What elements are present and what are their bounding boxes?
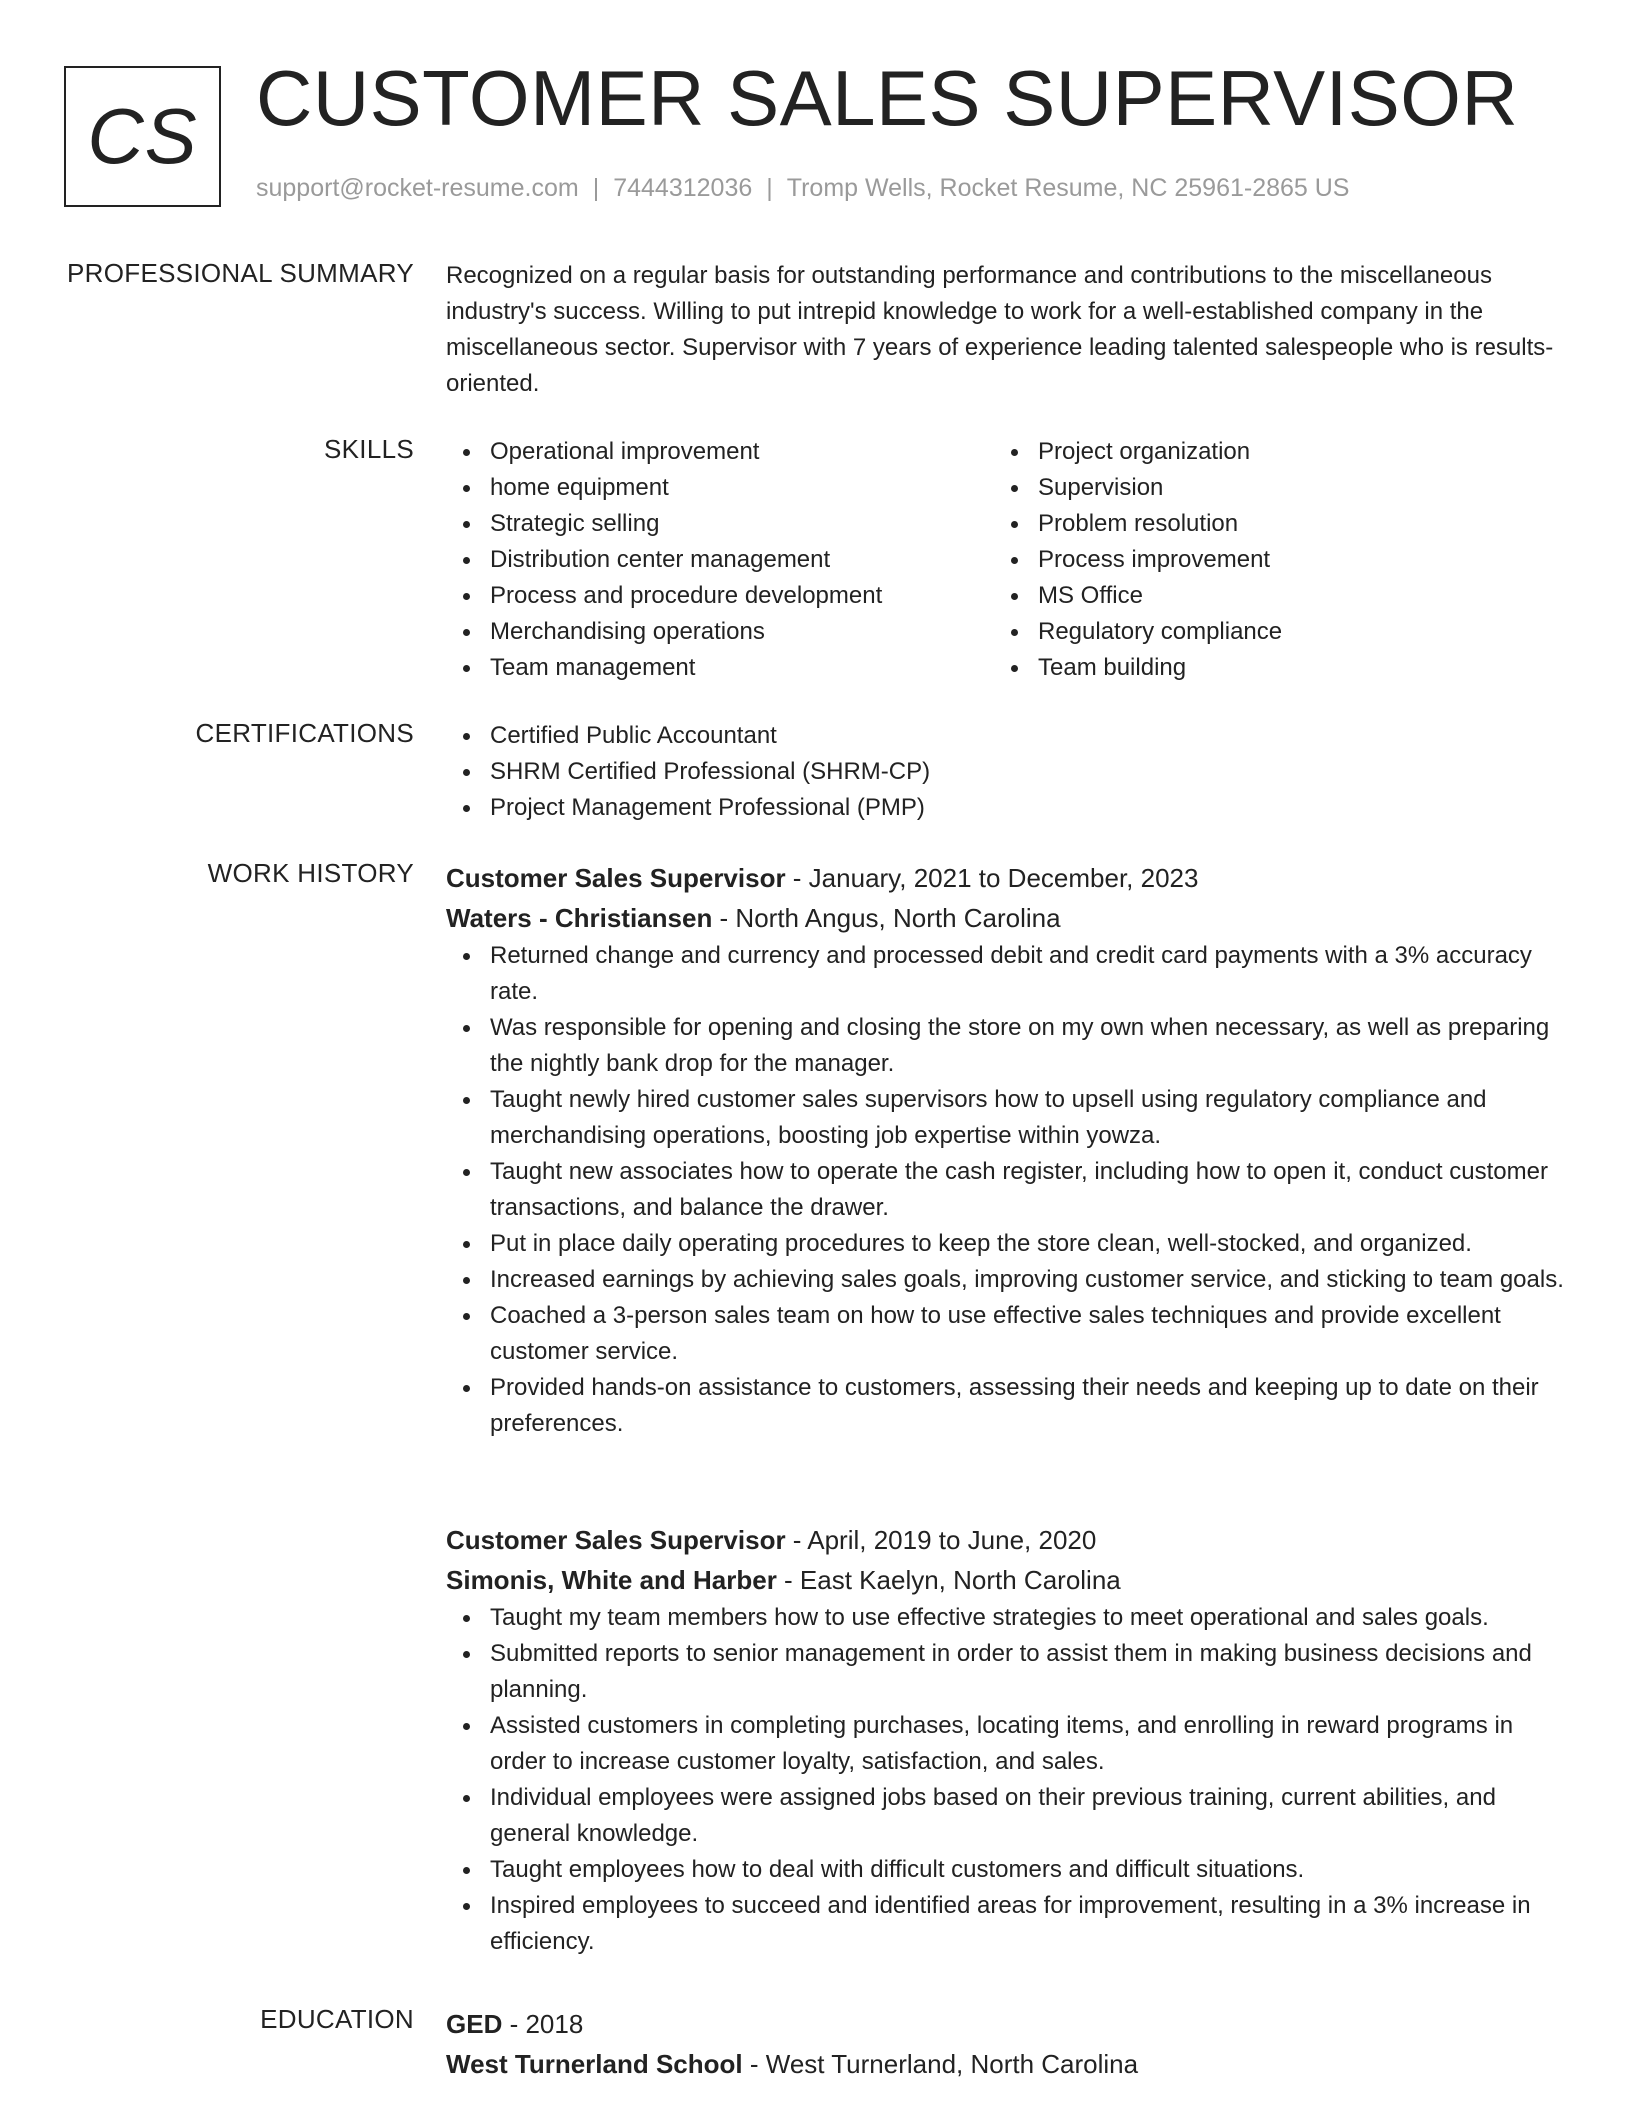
certification-item: Project Management Professional (PMP) <box>446 790 1566 826</box>
job-bullet: Was responsible for opening and closing the store on my own when necessary, as well as preparing the nightly bank drop for the manager. <box>446 1010 1566 1082</box>
job-entry <box>446 1520 1566 1960</box>
skill-item: Regulatory compliance <box>994 614 1542 650</box>
education-content <box>446 2004 1566 2084</box>
skill-item: Distribution center management <box>446 542 994 578</box>
job-company: Waters - Christiansen <box>446 903 713 933</box>
job-title-line <box>446 858 1566 898</box>
job-bullet: Submitted reports to senior management in order to assist them in making business decisions and planning. <box>446 1636 1566 1708</box>
contact-line <box>256 174 1350 203</box>
skill-item: Strategic selling <box>446 506 994 542</box>
certification-item: SHRM Certified Professional (SHRM-CP) <box>446 754 1566 790</box>
job-title: Customer Sales Supervisor <box>446 1525 786 1555</box>
job-bullet: Coached a 3-person sales team on how to use effective sales techniques and provide excellent customer service. <box>446 1298 1566 1370</box>
job-company: Simonis, White and Harber <box>446 1565 777 1595</box>
job-bullet: Taught newly hired customer sales supervisors how to upsell using regulatory compliance and merchandising operations, boosting job expertise within yowza. <box>446 1082 1566 1154</box>
skill-item: Operational improvement <box>446 434 994 470</box>
skill-item: Team building <box>994 650 1542 686</box>
job-bullet: Individual employees were assigned jobs based on their previous training, current abilities, and general knowledge. <box>446 1780 1566 1852</box>
contact-separator: | <box>766 174 773 202</box>
job-company-line <box>446 1560 1566 1600</box>
summary-content <box>446 258 1566 402</box>
certifications-heading: CERTIFICATIONS <box>195 718 414 748</box>
education-school-line <box>446 2044 1566 2084</box>
contact-separator: | <box>592 174 600 202</box>
skill-item: Supervision <box>994 470 1542 506</box>
page-title: CUSTOMER SALES SUPERVISOR <box>256 54 1519 142</box>
job-company-line <box>446 898 1566 938</box>
skill-item: Problem resolution <box>994 506 1542 542</box>
job-bullet: Increased earnings by achieving sales goals, improving customer service, and sticking to team goals. <box>446 1262 1566 1298</box>
education-degree-line <box>446 2004 1566 2044</box>
education-school: West Turnerland School <box>446 2049 743 2079</box>
skill-item: MS Office <box>994 578 1542 614</box>
work-history-heading: WORK HISTORY <box>207 858 414 888</box>
job-title: Customer Sales Supervisor <box>446 863 786 893</box>
certifications-list <box>446 718 1566 826</box>
summary-text: Recognized on a regular basis for outstanding performance and contributions to the miscellaneous industry's success. Willing to put intrepid knowledge to work for a well-established company in the miscellaneous sector. Supervisor with 7 years of experience leading talented salespeople who is results-oriented. <box>446 262 1554 397</box>
skill-item: Process and procedure development <box>446 578 994 614</box>
contact-address: Tromp Wells, Rocket Resume, NC 25961-2865 US <box>786 174 1350 202</box>
certification-item: Certified Public Accountant <box>446 718 1566 754</box>
skills-list-right <box>994 434 1542 686</box>
education-location: - West Turnerland, North Carolina <box>742 2049 1139 2079</box>
job-entry <box>446 858 1566 1442</box>
job-location: - East Kaelyn, North Carolina <box>776 1565 1121 1595</box>
job-bullet: Taught my team members how to use effective strategies to meet operational and sales goals. <box>446 1600 1566 1636</box>
job-bullet: Taught employees how to deal with difficult customers and difficult situations. <box>446 1852 1566 1888</box>
job-bullet: Assisted customers in completing purchases, locating items, and enrolling in reward programs in order to increase customer loyalty, satisfaction, and sales. <box>446 1708 1566 1780</box>
job-bullets <box>446 1600 1566 1960</box>
skill-item: Team management <box>446 650 994 686</box>
job-bullet: Taught new associates how to operate the cash register, including how to open it, conduct customer transactions, and balance the drawer. <box>446 1154 1566 1226</box>
contact-email: support@rocket-resume.com <box>256 174 579 202</box>
job-bullet: Provided hands-on assistance to customers, assessing their needs and keeping up to date on their preferences. <box>446 1370 1566 1442</box>
education-heading: EDUCATION <box>260 2004 414 2034</box>
skill-item: Merchandising operations <box>446 614 994 650</box>
job-bullet: Inspired employees to succeed and identified areas for improvement, resulting in a 3% increase in efficiency. <box>446 1888 1566 1960</box>
contact-phone: 7444312036 <box>613 174 753 202</box>
certifications-content <box>446 718 1566 826</box>
job-title-line <box>446 1520 1566 1560</box>
initials-monogram: CS <box>64 66 221 207</box>
job-location: - North Angus, North Carolina <box>712 903 1061 933</box>
job-bullets <box>446 938 1566 1442</box>
job-bullet: Returned change and currency and processed debit and credit card payments with a 3% accuracy rate. <box>446 938 1566 1010</box>
education-year: - 2018 <box>502 2009 584 2039</box>
job-dates: - January, 2021 to December, 2023 <box>785 863 1199 893</box>
skill-item: Project organization <box>994 434 1542 470</box>
skill-item: home equipment <box>446 470 994 506</box>
skills-content <box>446 434 1566 686</box>
skills-list-left <box>446 434 994 686</box>
job-dates: - April, 2019 to June, 2020 <box>785 1525 1097 1555</box>
job-bullet: Put in place daily operating procedures to keep the store clean, well-stocked, and organized. <box>446 1226 1566 1262</box>
skills-heading: SKILLS <box>324 434 414 464</box>
summary-heading: PROFESSIONAL SUMMARY <box>67 258 414 288</box>
education-degree: GED <box>446 2009 503 2039</box>
skill-item: Process improvement <box>994 542 1542 578</box>
